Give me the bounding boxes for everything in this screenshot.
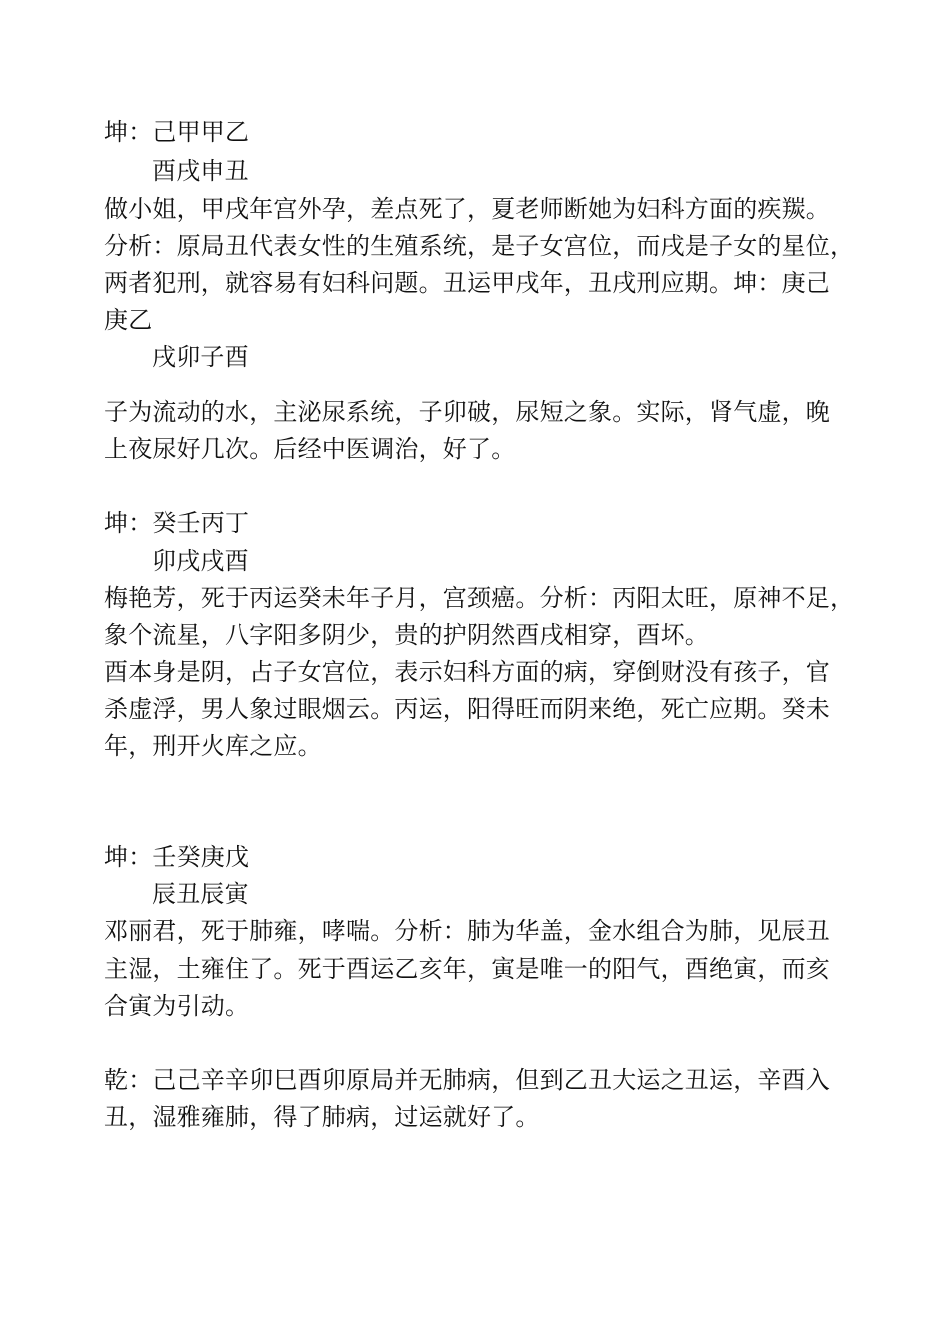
paragraph-line: 子为流动的水，主泌尿系统，子卯破，尿短之象。实际，肾气虚，晚 — [104, 398, 830, 426]
paragraph-line: 庚乙 — [104, 306, 153, 334]
paragraph-line: 年，刑开火库之应。 — [104, 732, 322, 760]
paragraph-line: 乾：己己辛辛卯巳酉卯原局并无肺病，但到乙丑大运之丑运，辛酉入 — [104, 1066, 830, 1094]
chart-heading: 坤：癸壬丙丁 — [104, 509, 250, 537]
paragraph-line: 合寅为引动。 — [104, 992, 250, 1020]
chart-branches: 酉戌申丑 — [152, 157, 249, 185]
paragraph-line: 丑，湿雅雍肺，得了肺病，过运就好了。 — [104, 1103, 540, 1131]
chart-branches: 辰丑辰寅 — [152, 880, 249, 908]
paragraph-line: 杀虚浮，男人象过眼烟云。丙运，阳得旺而阴来绝，死亡应期。癸未 — [104, 695, 830, 723]
chart-heading: 坤：己甲甲乙 — [104, 118, 250, 146]
chart-branches: 戌卯子酉 — [152, 343, 249, 371]
paragraph-line: 主湿，土雍住了。死于酉运乙亥年，寅是唯一的阳气，酉绝寅，而亥 — [104, 955, 830, 983]
paragraph-line: 邓丽君，死于肺雍，哮喘。分析：肺为华盖，金水组合为肺，见辰丑 — [104, 917, 830, 945]
paragraph-line: 上夜尿好几次。后经中医调治，好了。 — [104, 435, 516, 463]
paragraph-line: 酉本身是阴，占子女宫位，表示妇科方面的病，穿倒财没有孩子，官 — [104, 658, 830, 686]
chart-heading: 坤：壬癸庚戊 — [104, 843, 250, 871]
paragraph-line: 象个流星，八字阳多阴少，贵的护阴然酉戌相穿，酉坏。 — [104, 621, 709, 649]
chart-branches: 卯戌戌酉 — [152, 547, 249, 575]
paragraph-line: 做小姐，甲戌年宫外孕，差点死了，夏老师断她为妇科方面的疾羰。 — [104, 195, 830, 223]
paragraph-line: 两者犯刑，就容易有妇科问题。丑运甲戌年，丑戌刑应期。坤：庚己 — [104, 269, 830, 297]
paragraph-line: 梅艳芳，死于丙运癸未年子月，宫颈癌。分析：丙阳太旺，原神不足， — [104, 584, 855, 612]
paragraph-line: 分析：原局丑代表女性的生殖系统，是子女宫位，而戌是子女的星位， — [104, 232, 855, 260]
